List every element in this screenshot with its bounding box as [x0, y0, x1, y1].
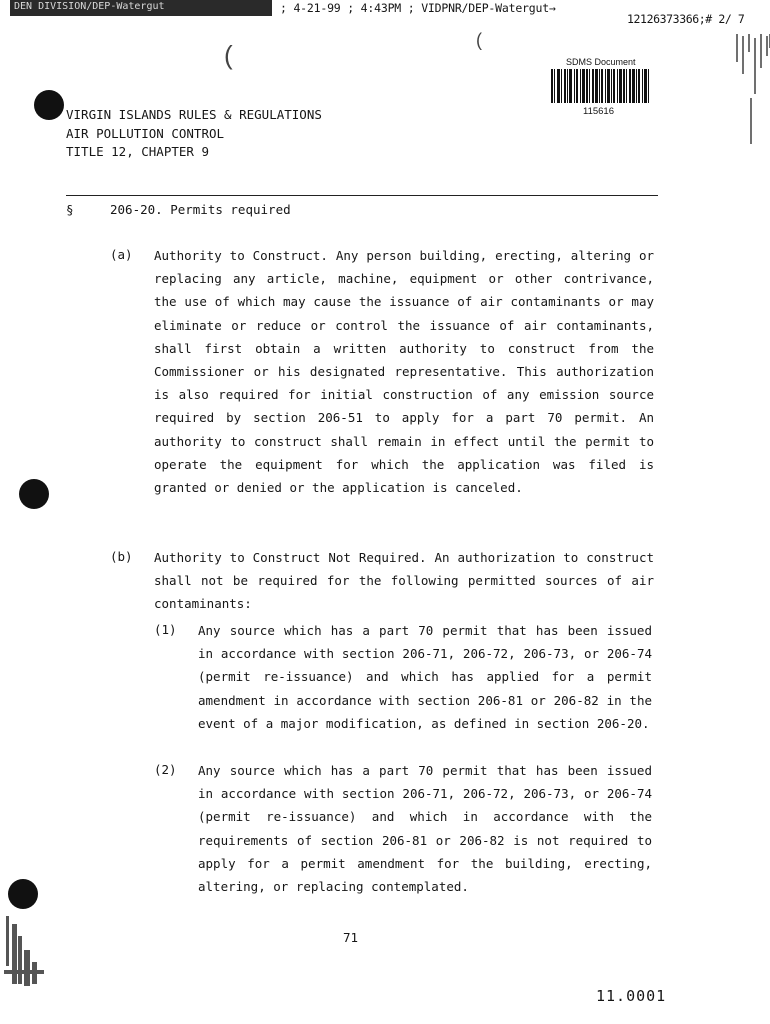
- fax-header-sender: DEN DIVISION/DEP-Watergut: [14, 1, 165, 12]
- document-heading: [66, 106, 322, 162]
- stamp-label: SDMS Document: [566, 57, 636, 67]
- section-title: 206-20. Permits required: [110, 202, 291, 217]
- subparagraph-1-text: Any source which has a part 70 permit that has been issued in accordance with section 206-71, 206-72, 206-73, or 206-74 (permit re-issuance) and which has applied for a permit amendment in accordance with section 206-81 or 206-82 in the event of a major modification, as defined in section 206-20.: [198, 623, 652, 731]
- document-code: 11.0001: [596, 987, 667, 1005]
- paragraph-marker: (2): [154, 762, 177, 777]
- scan-mark: (: [224, 40, 233, 70]
- heading-line: AIR POLLUTION CONTROL: [66, 125, 225, 141]
- paragraph-a-text: Authority to Construct. Any person building, erecting, altering or replacing any article, machine, equipment or other contrivance, the use of which may cause the issuance of air contaminants or may eliminate or reduce or control the issuance of air contaminants, shall first obtain a written authority to construct from the Commissioner or his designated representative. This authorization is also required for initial construction of any emission source required by section 206-51 to apply for a part 70 permit. An authority to construct shall remain in effect until the permit to operate the equipment for which the application was filed is granted or denied or the application is canceled.: [154, 248, 654, 496]
- subparagraph-2-text: Any source which has a part 70 permit that has been issued in accordance with section 206-71, 206-72, 206-73, or 206-74 (permit re-issuance) and which in accordance with the requirements of section 206-81 or 206-82 is not required to apply for a permit amendment for the building, erecting, altering, or replacing contemplated.: [198, 763, 652, 895]
- fax-header-timestamp: ; 4-21-99 ; 4:43PM ; VIDPNR/DEP-Watergut→: [280, 1, 556, 15]
- punch-hole: [34, 90, 64, 120]
- stamp-document-number: 115616: [583, 106, 614, 117]
- heading-line: TITLE 12, CHAPTER 9: [66, 144, 209, 159]
- punch-hole: [19, 479, 49, 509]
- barcode-image: [551, 69, 649, 103]
- page-number: 71: [343, 930, 359, 945]
- paragraph-marker: (1): [154, 622, 177, 637]
- heading-line: VIRGIN ISLANDS RULES & REGULATIONS: [66, 107, 322, 122]
- fax-header-page-count: 12126373366;# 2/ 7: [627, 12, 745, 26]
- paragraph-marker: (b): [110, 549, 133, 564]
- heading-divider: [66, 195, 658, 196]
- section-symbol: §: [66, 202, 74, 217]
- paragraph-b-text: Authority to Construct Not Required. An authorization to construct shall not be required for the following permitted sources of air contaminants:: [154, 550, 654, 612]
- scan-margin-smudge: [0, 880, 48, 990]
- paragraph-marker: (a): [110, 247, 133, 262]
- scan-edge-noise: [735, 34, 770, 154]
- scan-mark: (: [476, 30, 482, 50]
